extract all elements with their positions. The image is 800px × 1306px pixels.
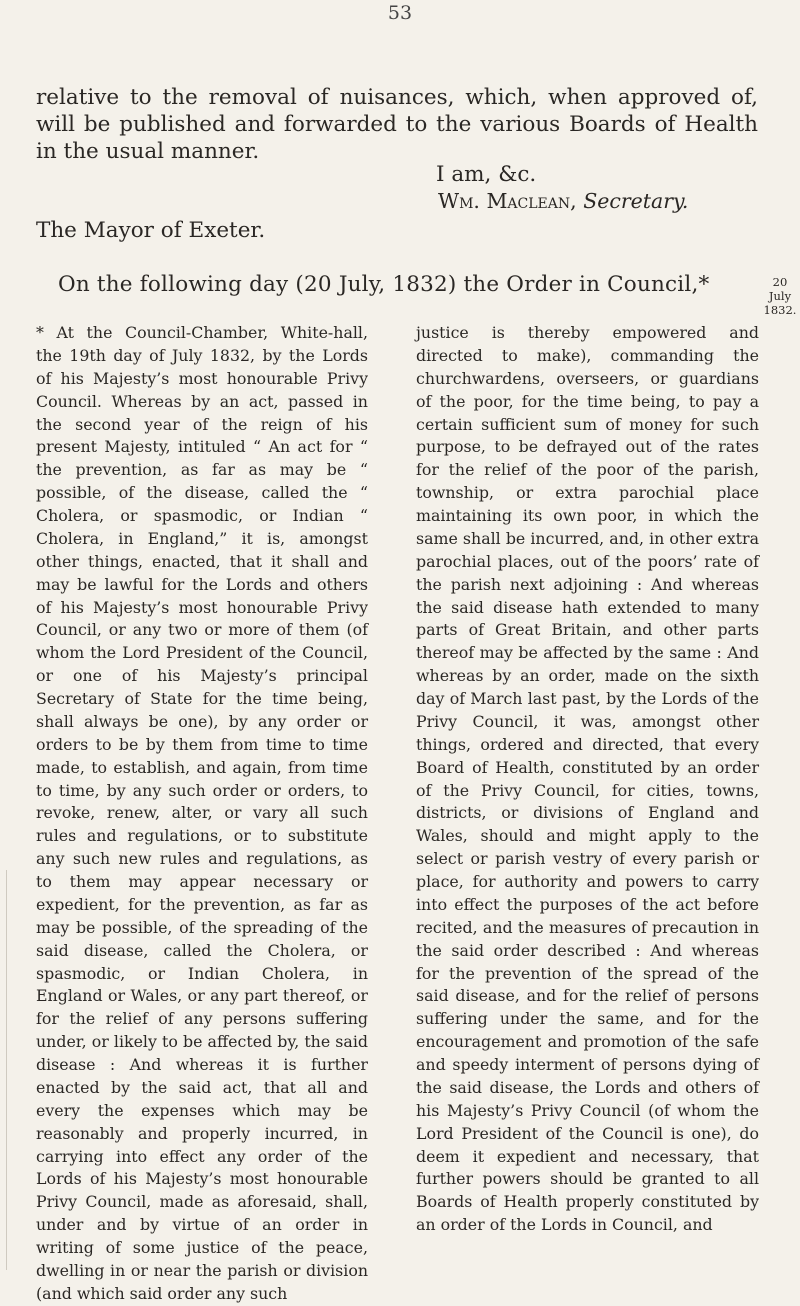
page-edge-rule [6,870,7,1270]
signatory-name: Wm. Maclean, [438,189,577,213]
footnote-right-column [416,322,759,1237]
footnote-left-text: * At the Council-Chamber, White-hall, the 19th day of July 1832, by the Lords of his Majesty’s most honourable Privy Council. Whereas by an act, passed in the second year of the reign of his present Majesty, intituled “ An act for “ the prevention, as far as may be “ possible, of the disease, called the “ Cholera, or spasmodic, or Indian “ Cholera, in England,” it is, amongst other things, enacted, that it shall and may be lawful for the Lords and others of his Majesty’s most honourable Privy Council, or any two or more of them (of whom the Lord President of the Council, or one of his Majesty’s principal Secretary of State for the time being, shall always be one), by any order or orders to be by them from time to time made, to establish, and again, from time to time, by any such order or orders, to revoke, renew, alter, or vary all such rules and regulations, or to substitute any such new rules and regulations, as to them may appear necessary or expedient, for the prevention, as far as may be possible, of the spreading of the said disease, called the Cholera, or spasmodic, or Indian Cholera, in England or Wales, or any part thereof, or for the relief of any persons suffering under, or likely to be affected by, the said disease : And whereas it is further enacted by the said act, that all and every the expenses which may be reasonably and properly incurred, in carrying into effect any order of the Lords of his Majesty’s most honourable Privy Council, made as aforesaid, shall, under and by virtue of an order in writing of some justice of the peace, dwelling in or near the parish or division (and which said order any such [36,323,368,1303]
margin-note-year: 1832. [763,303,797,317]
signature [438,188,688,214]
closing-salutation: I am, &c. [436,162,537,187]
footnote-left-column [36,322,368,1306]
signatory-title: Secretary. [583,189,689,213]
margin-note-date: 20 July [768,275,792,303]
following-line: On the following day (20 July, 1832) the Order in Council,* [58,272,710,297]
intro-paragraph: relative to the removal of nuisances, which, when approved of, will be published and forwarded to the various Boards of Health in the usual manner. [36,85,758,164]
addressee: The Mayor of Exeter. [36,218,266,243]
footnote-right-text: justice is thereby empowered and directed to make), commanding the churchwardens, overseers, or guardians of the poor, for the time being, to pay a certain sufficient sum of money for such purpose, to be defrayed out of the rates for the relief of the poor of the parish, township, or extra parochial place maintaining its own poor, in which the same shall be incurred, and, in other extra parochial places, out of the poors’ rate of the parish next adjoining : And whereas the said disease hath extended to many parts of Great Britain, and other parts thereof may be affected by the same : And whereas by an order, made on the sixth day of March last past, by the Lords of the Privy Council, it was, amongst other things, ordered and directed, that every Board of Health, constituted by an order of the Privy Council, for cities, towns, districts, or divisions of England and Wales, should and might apply to the select or parish vestry of every parish or place, for authority and powers to carry into effect the purposes of the act before recited, and the measures of precaution in the said order described : And whereas for the prevention of the spread of the said disease, and for the relief of persons suffering under the same, and for the encouragement and promotion of the safe and speedy interment of persons dying of the said disease, the Lords and others of his Majesty’s Privy Council (of whom the Lord President of the Council is one), do deem it expedient and necessary, that further powers should be granted to all Boards of Health properly constituted by an order of the Lords in Council, and [416,323,759,1235]
page-number: 53 [387,2,413,24]
margin-note [762,275,798,317]
